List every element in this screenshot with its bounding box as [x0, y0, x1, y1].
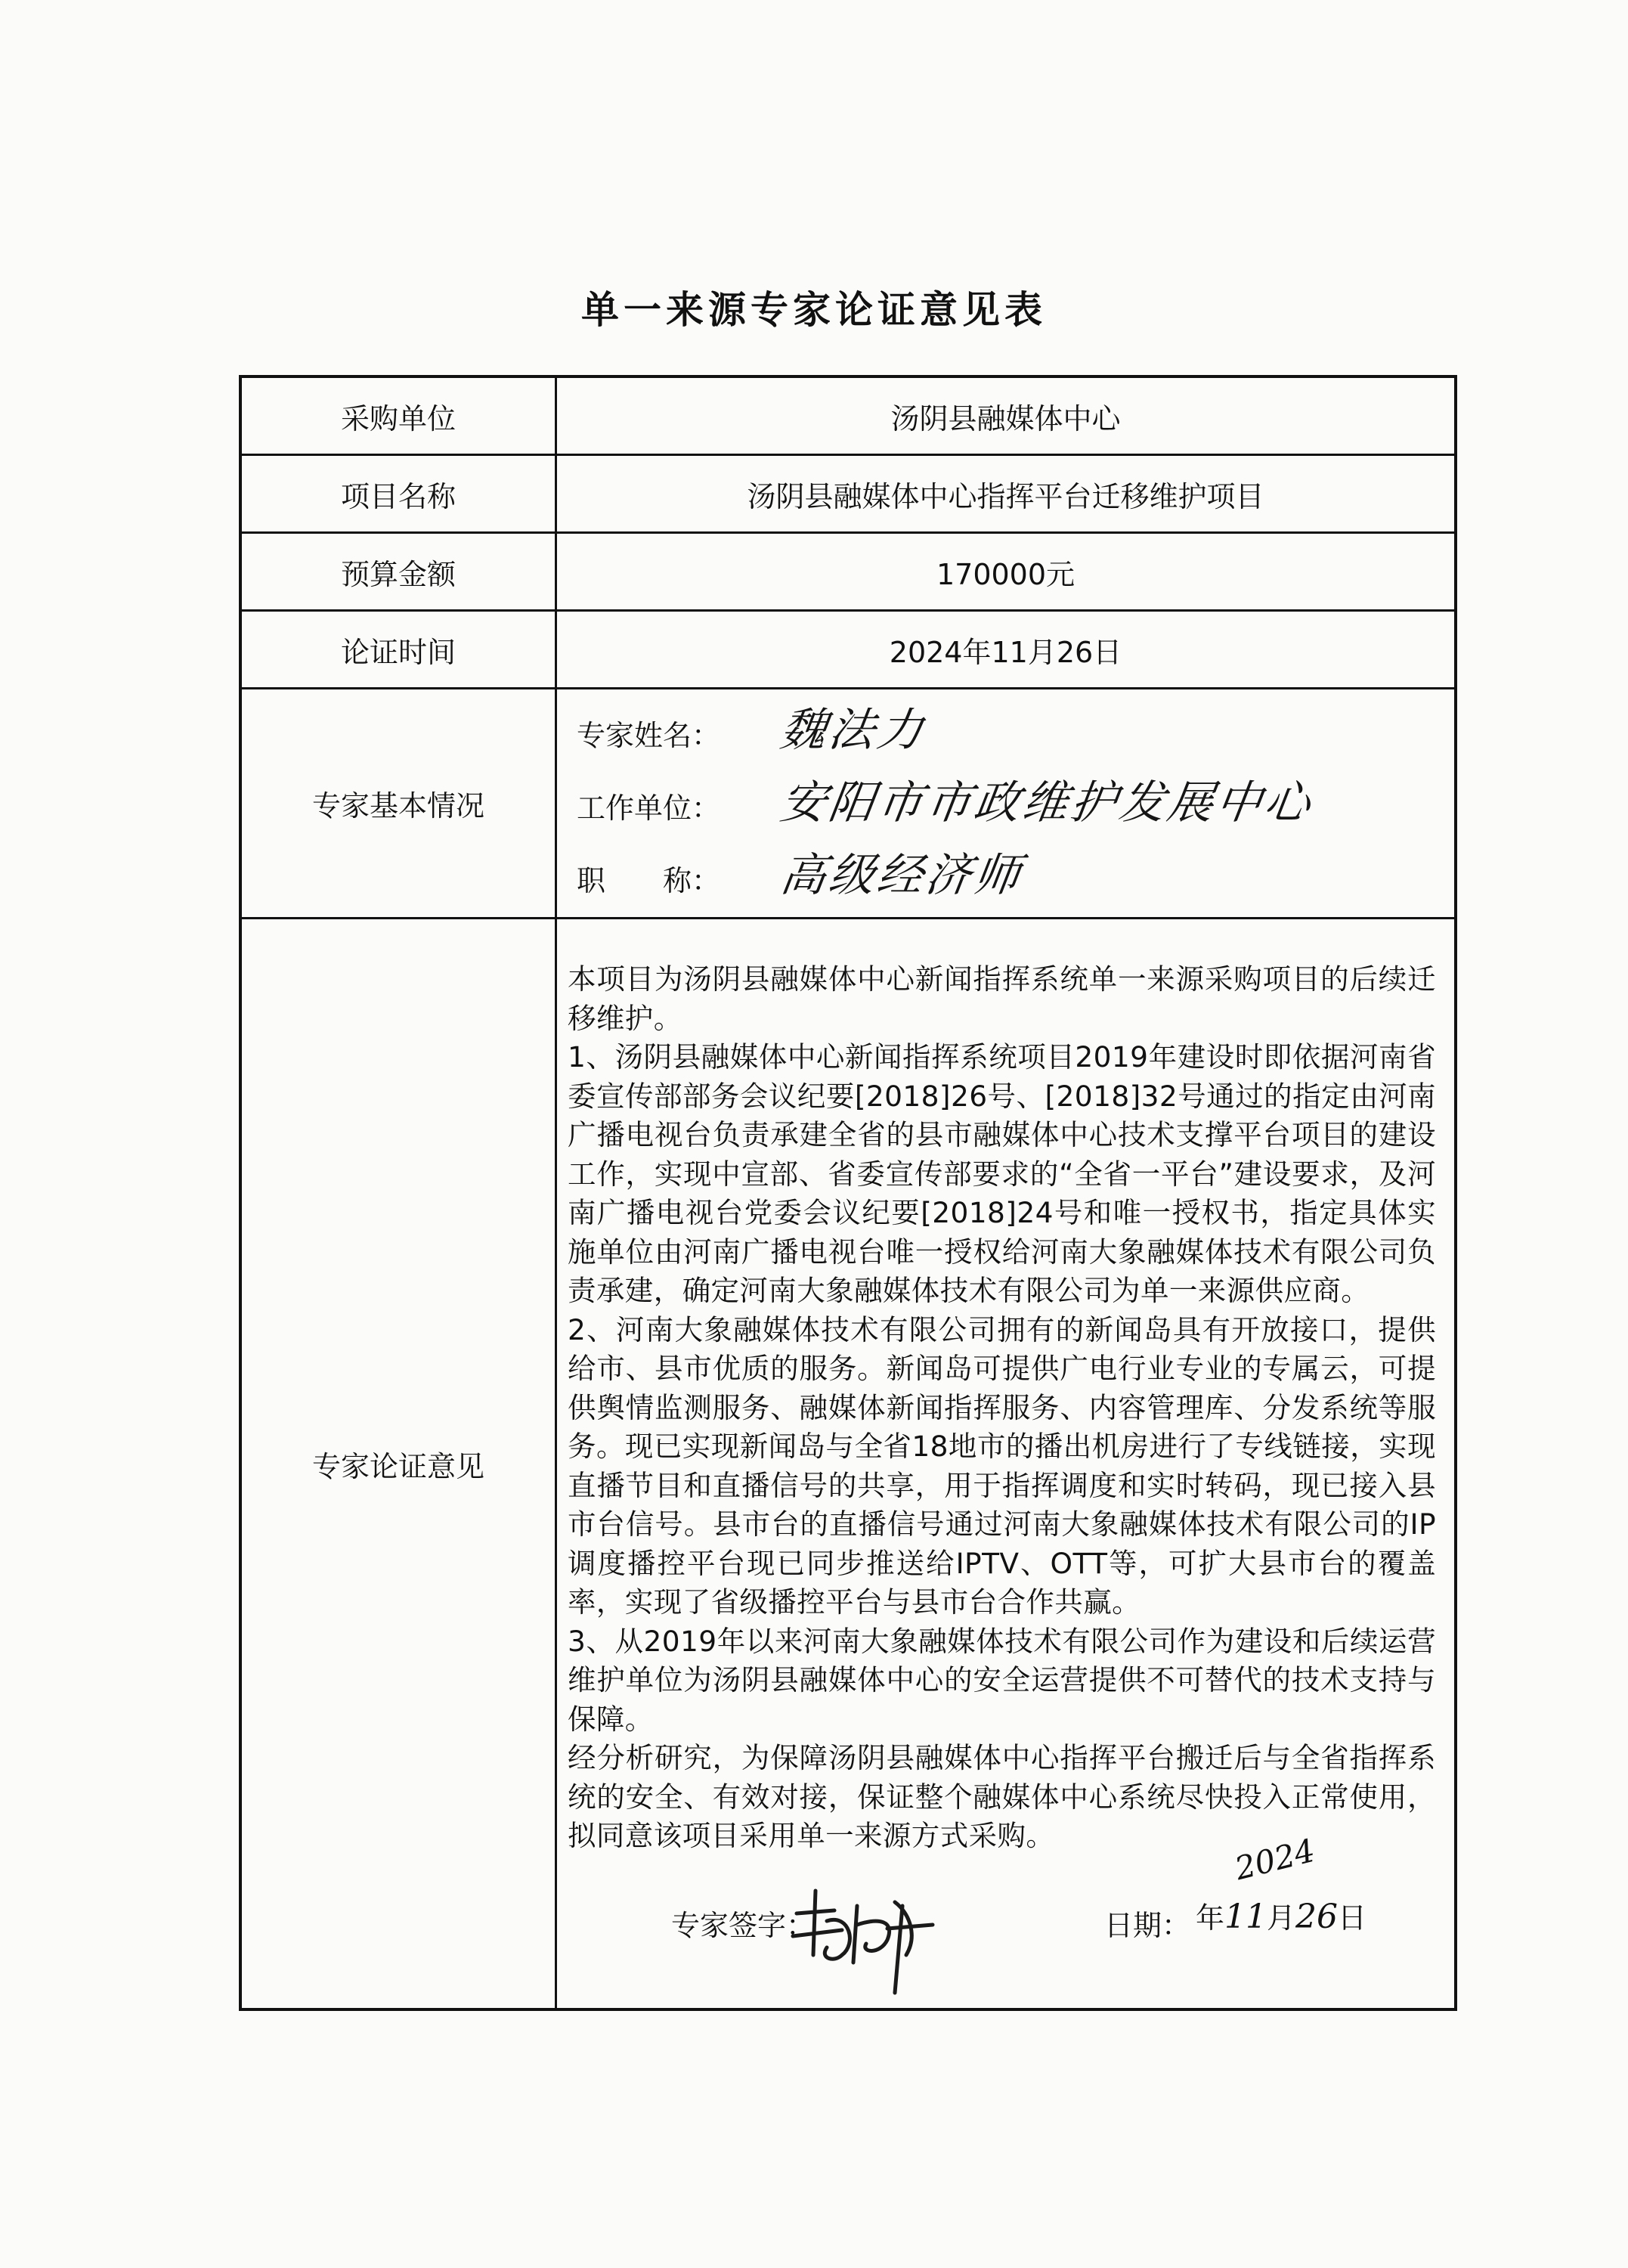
expert-info-row [242, 689, 1454, 919]
opinion-paragraph: 经分析研究，为保障汤阴县融媒体中心指挥平台搬迁后与全省指挥系统的安全、有效对接，保证整个融媒体中心系统尽快投入正常使用，拟同意该项目采用单一来源方式采购。 [568, 1741, 1436, 1852]
expert-title-label: 职 称： [577, 864, 721, 897]
expert-name-handwriting: 魏法力 [777, 704, 930, 757]
expert-name-label: 专家姓名： [577, 719, 721, 752]
opinion-label: 专家论证意见 [242, 919, 557, 2008]
purchaser-row [242, 378, 1454, 456]
expert-title-handwriting: 高级经济师 [777, 849, 1026, 902]
project-name-row [242, 456, 1454, 534]
date-handwriting [1196, 1895, 1366, 1936]
expert-info-cell [557, 689, 1454, 917]
review-date-value: 2024年11月26日 [889, 635, 1122, 669]
opinion-row [242, 919, 1454, 2008]
expert-title-line [577, 838, 1447, 913]
opinion-paragraph: 2、河南大象融媒体技术有限公司拥有的新闻岛具有开放接口，提供给市、县市优质的服务。新闻岛可提供广电行业专业的专属云，可提供舆情监测服务、融媒体新闻指挥服务、内容管理库、分发系统等服务。现已实现新闻岛与全省18地市的播出机房进行了专线链接，实现直播节目和直播信号的共享，用于指挥调度和实时转码，现已接入县市台信号。县市台的直播信号通过河南大象融媒体技术有限公司的IP调度播控平台现已同步推送给IPTV、OTT等，可扩大县市台的覆盖率，实现了省级播控平台与县市台合作共赢。 [568, 1312, 1436, 1619]
date-year-suffix: 年 [1196, 1901, 1225, 1935]
review-date-label: 论证时间 [242, 612, 557, 687]
date-month: 11 [1224, 1898, 1267, 1936]
opinion-text [568, 960, 1436, 1856]
project-name-value: 汤阴县融媒体中心指挥平台迁移维护项目 [747, 479, 1264, 513]
opinion-form-table [239, 375, 1457, 2011]
signature-label: 专家签字： [671, 1909, 816, 1942]
expert-work-handwriting: 安阳市市政维护发展中心 [777, 776, 1317, 829]
expert-name-line [577, 692, 1447, 768]
date-day: 26 [1295, 1898, 1339, 1936]
purchaser-value: 汤阴县融媒体中心 [890, 401, 1121, 435]
page-title: 单一来源专家论证意见表 [581, 287, 1047, 332]
opinion-paragraph: 本项目为汤阴县融媒体中心新闻指挥系统单一来源采购项目的后续迁移维护。 [568, 962, 1436, 1035]
project-name-label: 项目名称 [242, 456, 557, 531]
budget-value: 170000元 [936, 557, 1076, 591]
expert-info-label: 专家基本情况 [242, 689, 557, 917]
date-month-suffix: 月 [1267, 1901, 1296, 1935]
date-day-suffix: 日 [1338, 1901, 1367, 1935]
handwritten-signature [782, 1883, 940, 1997]
budget-row [242, 534, 1454, 612]
expert-work-label: 工作单位： [577, 792, 721, 825]
date-label: 日期： [1104, 1909, 1191, 1942]
purchaser-label: 采购单位 [242, 378, 557, 454]
date-year-handwriting: 2024 [1231, 1831, 1319, 1888]
expert-work-line [577, 765, 1447, 841]
opinion-paragraph: 1、汤阴县融媒体中心新闻指挥系统项目2019年建设时即依据河南省委宣传部部务会议纪要[2018]26号、[2018]32号通过的指定由河南广播电视台负责承建全省的县市融媒体中心技术支撑平台项目的建设工作，实现中宣部、省委宣传部要求的“全省一平台”建设要求，及河南广播电视台党委会议纪要[2018]24号和唯一授权书，指定具体实施单位由河南广播电视台唯一授权给河南大象融媒体技术有限公司负责承建，确定河南大象融媒体技术有限公司为单一来源供应商。 [568, 1040, 1436, 1307]
review-date-row [242, 612, 1454, 689]
opinion-paragraph: 3、从2019年以来河南大象融媒体技术有限公司作为建设和后续运营维护单位为汤阴县融媒体中心的安全运营提供不可替代的技术支持与保障。 [568, 1624, 1436, 1736]
budget-label: 预算金额 [242, 534, 557, 609]
opinion-cell [557, 919, 1454, 2008]
